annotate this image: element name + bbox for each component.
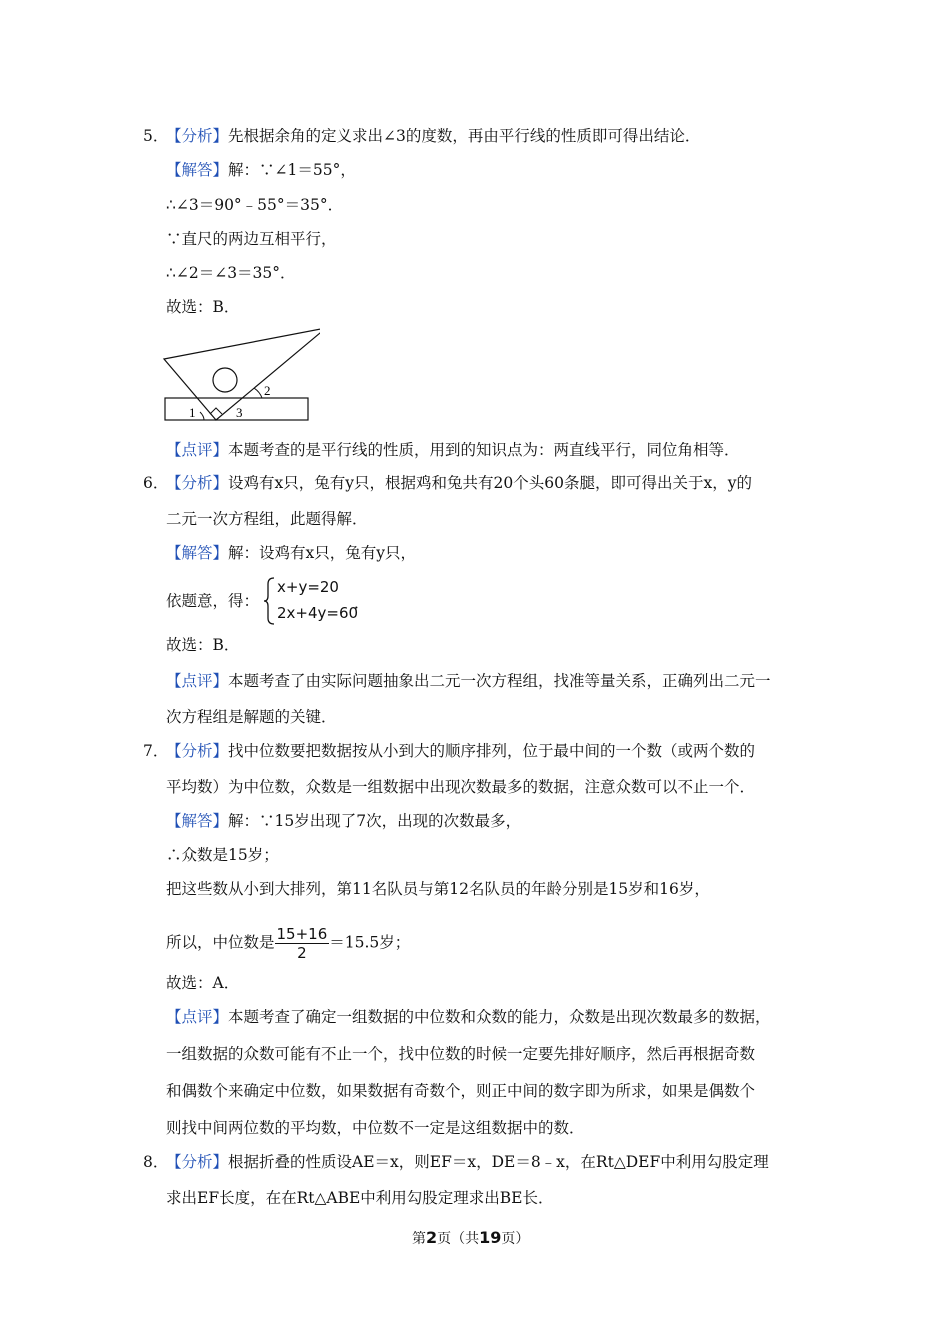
fraction-numerator: 15+16: [276, 925, 328, 943]
analysis-line: [166, 740, 755, 762]
answer-line: [166, 542, 416, 564]
median-text: 所以，中位数是: [166, 933, 275, 952]
brace-icon: [262, 576, 276, 626]
solution-step: ∴∠3＝90°﹣55°＝35°．: [166, 196, 344, 214]
answer-tag: 【解答】: [166, 544, 229, 562]
comment-line-2: 一组数据的众数可能有不止一个，找中位数的时候一定要先排好顺序，然后再根据奇数: [166, 1045, 756, 1063]
page-footer: [412, 1228, 529, 1248]
equation-1: x+y=20: [277, 578, 339, 596]
total-pages: 19: [479, 1228, 502, 1247]
solution-step: ∴众数是15岁；: [166, 846, 279, 864]
analysis-text: 找中位数要把数据按从小到大的顺序排列，位于最中间的一个数（或两个数的: [228, 742, 756, 760]
analysis-text: 根据折叠的性质设AE＝x，则EF＝x，DE＝8﹣x，在Rt△DEF中利用勾股定理: [228, 1153, 769, 1171]
answer-line: [166, 810, 521, 832]
comment-text: 本题考查了由实际问题抽象出二元一次方程组，找准等量关系，正确列出二元一: [228, 672, 771, 690]
question-number: 6．: [143, 474, 169, 492]
comment-text: 本题考查的是平行线的性质，用到的知识点为：两直线平行，同位角相等．: [228, 441, 740, 459]
answer-line: [166, 159, 356, 181]
choice-line: 故选：A．: [166, 974, 240, 992]
analysis-line-2: 平均数）为中位数，众数是一组数据中出现次数最多的数据，注意众数可以不止一个．: [166, 778, 756, 796]
choice-line: 故选：B．: [166, 298, 240, 316]
analysis-text: 先根据余角的定义求出∠3的度数，再由平行线的性质即可得出结论．: [228, 127, 701, 145]
page-number: 2: [426, 1228, 438, 1247]
comment-line-3: 和偶数个来确定中位数，如果数据有奇数个，则正中间的数字即为所求，如果是偶数个: [166, 1082, 756, 1100]
footer-middle: 页（共: [437, 1231, 480, 1247]
footer-prefix: 第: [412, 1231, 426, 1247]
angle-3-label: 3: [236, 405, 243, 420]
equation-end: ．: [354, 594, 370, 612]
answer-text: 解：设鸡有x只，兔有y只，: [228, 544, 417, 562]
analysis-tag: 【分析】: [166, 742, 229, 760]
comment-tag: 【点评】: [166, 441, 229, 459]
angle-1-arc: [200, 412, 204, 420]
triangle-hole: [213, 368, 237, 392]
equation-2: 2x+4y=60: [277, 604, 359, 622]
angle-1-label: 1: [189, 405, 196, 420]
comment-tag: 【点评】: [166, 1008, 229, 1026]
choice-line: 故选：B．: [166, 636, 240, 654]
footer-suffix: 页）: [501, 1231, 530, 1247]
analysis-line-2: 求出EF长度，在在Rt△ABE中利用勾股定理求出BE长．: [166, 1189, 554, 1207]
analysis-line-2: 二元一次方程组，此题得解．: [166, 510, 368, 528]
ruler-triangle-figure: [160, 324, 320, 424]
question-number: 8．: [143, 1153, 169, 1171]
answer-text: 解：∵15岁出现了7次，出现的次数最多，: [228, 812, 522, 830]
comment-line: [166, 439, 740, 461]
question-number: 5．: [143, 127, 169, 145]
fraction: [275, 925, 330, 962]
comment-line: [166, 670, 771, 692]
angle-2-arc: [254, 388, 262, 398]
answer-tag: 【解答】: [166, 161, 229, 179]
right-angle-mark: [210, 408, 222, 414]
solution-step: ∵直尺的两边互相平行，: [166, 230, 337, 248]
analysis-tag: 【分析】: [166, 127, 229, 145]
comment-line-4: 则找中间两位数的平均数，中位数不一定是这组数据中的数．: [166, 1119, 585, 1137]
comment-tag: 【点评】: [166, 672, 229, 690]
question-number: 7．: [143, 742, 169, 760]
answer-text: 解：∵∠1＝55°，: [228, 161, 356, 179]
fraction-denominator: 2: [297, 944, 307, 962]
analysis-line: [166, 125, 700, 147]
comment-line: [166, 1006, 771, 1028]
median-result: ＝15.5岁；: [329, 933, 411, 952]
analysis-text: 设鸡有x只，兔有y只，根据鸡和兔共有20个头60条腿，即可得出关于x，y的: [228, 474, 752, 492]
answer-tag: 【解答】: [166, 812, 229, 830]
analysis-tag: 【分析】: [166, 1153, 229, 1171]
solution-step: 把这些数从小到大排列，第11名队员与第12名队员的年龄分别是15岁和16岁，: [166, 880, 710, 898]
equation-intro: 依题意，得：: [166, 592, 260, 610]
angle-2-label: 2: [264, 383, 271, 398]
solution-step: ∴∠2＝∠3＝35°．: [166, 264, 296, 282]
analysis-line: [166, 472, 752, 494]
comment-line-2: 次方程组是解题的关键．: [166, 708, 337, 726]
analysis-tag: 【分析】: [166, 474, 229, 492]
comment-text: 本题考查了确定一组数据的中位数和众数的能力，众数是出现次数最多的数据，: [228, 1008, 771, 1026]
analysis-line: [166, 1151, 769, 1173]
median-line: [166, 925, 410, 962]
